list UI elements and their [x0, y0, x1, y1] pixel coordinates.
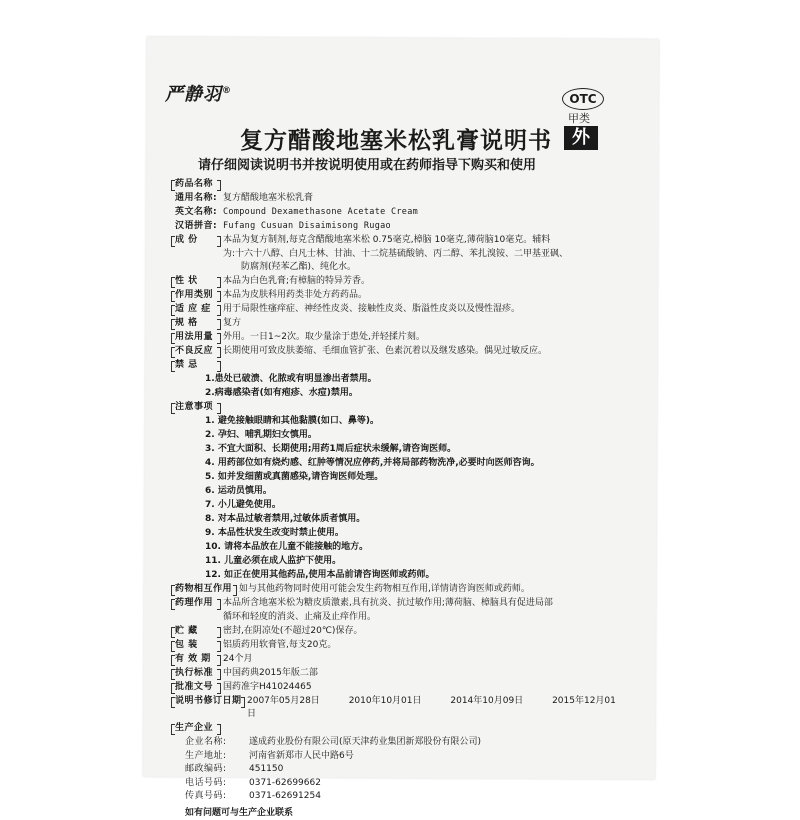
- composition-section: [175, 234, 635, 275]
- generic-name-label: 通用名称:: [175, 192, 223, 206]
- document-subtitle: 请仔细阅读说明书并按说明使用或在药师指导下购买和使用: [198, 154, 536, 173]
- pinyin-name-row: [175, 220, 635, 234]
- revision-section: [175, 695, 635, 722]
- section-label: 执行标准: [175, 667, 223, 681]
- category-section: [175, 289, 635, 303]
- section-label: 药品名称: [175, 178, 223, 192]
- section-label: 规 格: [175, 317, 223, 331]
- traits-section: [175, 275, 635, 289]
- interactions-value: 如与其他药物同时使用可能会发生药物相互作用,详情请咨询医师或药师。: [239, 583, 635, 597]
- usage-value: 外用。一日1~2次。取少量涂于患处,并轻揉片刻。: [223, 331, 635, 345]
- storage-section: [175, 625, 635, 639]
- precaution-item: 10. 请将本品放在儿童不能接触的地方。: [175, 541, 635, 555]
- generic-name-value: 复方醋酸地塞米松乳膏: [223, 192, 635, 206]
- contraindication-item: 2.病毒感染者(如有疱疹、水痘)禁用。: [175, 387, 635, 401]
- pharmacology-line: 循环和轻度的消炎、止痛及止痒作用。: [223, 611, 635, 625]
- usage-section: [175, 331, 635, 345]
- section-label: 性 状: [175, 275, 223, 289]
- category-value: 本品为皮肤科用药类非处方药药品。: [223, 289, 635, 303]
- validity-section: [175, 653, 635, 667]
- revision-date: 2014年10月09日: [450, 696, 523, 706]
- section-label: 禁 忌: [175, 359, 223, 373]
- section-label: 药理作用: [175, 597, 223, 624]
- spec-section: [175, 317, 635, 331]
- package-section: [175, 639, 635, 653]
- otc-badge: OTC: [562, 88, 604, 110]
- instruction-body: [175, 178, 635, 820]
- company-name: 遂成药业股份有限公司(原天津药业集团新郑股份有限公司): [249, 736, 635, 750]
- precaution-item: 4. 用药部位如有烧灼感、红肿等情况应停药,并将局部药物洗净,必要时向医师咨询。: [175, 457, 635, 471]
- english-name-label: 英文名称:: [175, 206, 223, 220]
- adverse-value: 长期使用可致皮肤萎缩、毛细血管扩张、色素沉着以及继发感染。偶见过敏反应。: [223, 345, 635, 359]
- section-label: 成 份: [175, 234, 223, 275]
- english-name-value: Compound Dexamethasone Acetate Cream: [223, 206, 635, 220]
- footer-row: [185, 807, 635, 820]
- document-title: 复方醋酸地塞米松乳膏说明书: [240, 122, 552, 155]
- section-label: 药物相互作用: [175, 583, 239, 597]
- approval-section: [175, 681, 635, 695]
- precaution-item: 1. 避免接触眼睛和其他黏膜(如口、鼻等)。: [175, 415, 635, 429]
- section-label: 批准文号: [175, 681, 223, 695]
- precaution-item: 11. 儿童必须在成人监护下使用。: [175, 555, 635, 569]
- address: 河南省新郑市人民中路6号: [249, 750, 635, 764]
- storage-value: 密封,在阴凉处(不超过20℃)保存。: [223, 625, 635, 639]
- footer-note: 如有问题可与生产企业联系: [185, 807, 635, 820]
- postcode-row: 邮政编码: 451150: [185, 763, 635, 777]
- adverse-section: [175, 345, 635, 359]
- indication-section: [175, 303, 635, 317]
- section-label: 用法用量: [175, 331, 223, 345]
- section-label: 生产企业: [175, 722, 223, 736]
- precautions-section: [175, 401, 635, 415]
- section-label: 作用类别: [175, 289, 223, 303]
- section-label: 说明书修订日期: [175, 695, 247, 722]
- drug-name-section: [175, 178, 635, 192]
- manufacturer-details: [175, 736, 635, 820]
- package-value: 铝质药用软膏管,每支20克。: [223, 639, 635, 653]
- indication-value: 用于局限性瘙痒症、神经性皮炎、接触性皮炎、脂溢性皮炎以及慢性湿疹。: [223, 303, 635, 317]
- approval-value: 国药准字H41024465: [223, 681, 635, 695]
- composition-line: 本品为复方制剂,每克含醋酸地塞米松 0.75毫克,樟脑 10毫克,薄荷脑10毫克。辅料: [223, 234, 635, 248]
- composition-line: 为:十六十八醇、白凡士林、甘油、十二烷基硫酸钠、丙二醇、苯扎溴铵、二甲基亚砜、: [223, 248, 635, 262]
- section-label: 不良反应: [175, 345, 223, 359]
- precaution-item: 9. 本品性状发生改变时禁止使用。: [175, 527, 635, 541]
- pharmacology-section: [175, 597, 635, 624]
- brand-logo: 严静羽®: [165, 80, 232, 106]
- otc-class-label: 甲类: [568, 110, 590, 126]
- contraindication-item: 1.患处已破溃、化脓或有明显渗出者禁用。: [175, 373, 635, 387]
- composition-line: 防腐剂(羟苯乙酯)、纯化水。: [223, 261, 635, 275]
- revision-date: 2015年12月01日: [247, 696, 616, 720]
- standard-value: 中国药典2015年版二部: [223, 667, 635, 681]
- contraindication-section: [175, 359, 635, 373]
- validity-value: 24个月: [223, 653, 635, 667]
- precaution-item: 2. 孕妇、哺乳期妇女慎用。: [175, 429, 635, 443]
- pinyin-name-label: 汉语拼音:: [175, 220, 223, 234]
- precaution-item: 8. 对本品过敏者禁用,过敏体质者慎用。: [175, 513, 635, 527]
- precaution-item: 3. 不宜大面积、长期使用;用药1周后症状未缓解,请咨询医师。: [175, 443, 635, 457]
- postcode: 451150: [249, 763, 635, 777]
- precaution-item: 7. 小儿避免使用。: [175, 499, 635, 513]
- revision-date: 2007年05月28日: [247, 696, 320, 706]
- generic-name-row: [175, 192, 635, 206]
- spec-value: 复方: [223, 317, 635, 331]
- precaution-item: 12. 如正在使用其他药品,使用本品前请咨询医师或药师。: [175, 569, 635, 583]
- precaution-item: 6. 运动员慎用。: [175, 485, 635, 499]
- section-label: 贮 藏: [175, 625, 223, 639]
- section-label: 有 效 期: [175, 653, 223, 667]
- address-row: 生产地址: 河南省新郑市人民中路6号: [185, 750, 635, 764]
- english-name-row: [175, 206, 635, 220]
- company-row: 企业名称: 遂成药业股份有限公司(原天津药业集团新郑股份有限公司): [185, 736, 635, 750]
- manufacturer-section: [175, 722, 635, 736]
- section-label: 适 应 症: [175, 303, 223, 317]
- pharmacology-line: 本品所含地塞米松为糖皮质激素,具有抗炎、抗过敏作用;薄荷脑、樟脑具有促进局部: [223, 597, 635, 611]
- fax-number: 0371-62691254: [249, 790, 635, 804]
- phone-number: 0371-62699662: [249, 777, 635, 791]
- external-use-badge: 外: [564, 126, 598, 150]
- interactions-section: [175, 583, 635, 597]
- revision-date: 2010年10月01日: [349, 696, 422, 706]
- standard-section: [175, 667, 635, 681]
- pinyin-name-value: Fufang Cusuan Disaimisong Rugao: [223, 220, 635, 234]
- section-label: 注意事项: [175, 401, 223, 415]
- section-label: 包 装: [175, 639, 223, 653]
- traits-value: 本品为白色乳膏;有樟脑的特异芳香。: [223, 275, 635, 289]
- phone-row: 电话号码: 0371-62699662: [185, 777, 635, 791]
- fax-row: 传真号码: 0371-62691254: [185, 790, 635, 804]
- precaution-item: 5. 如并发细菌或真菌感染,请咨询医师处理。: [175, 471, 635, 485]
